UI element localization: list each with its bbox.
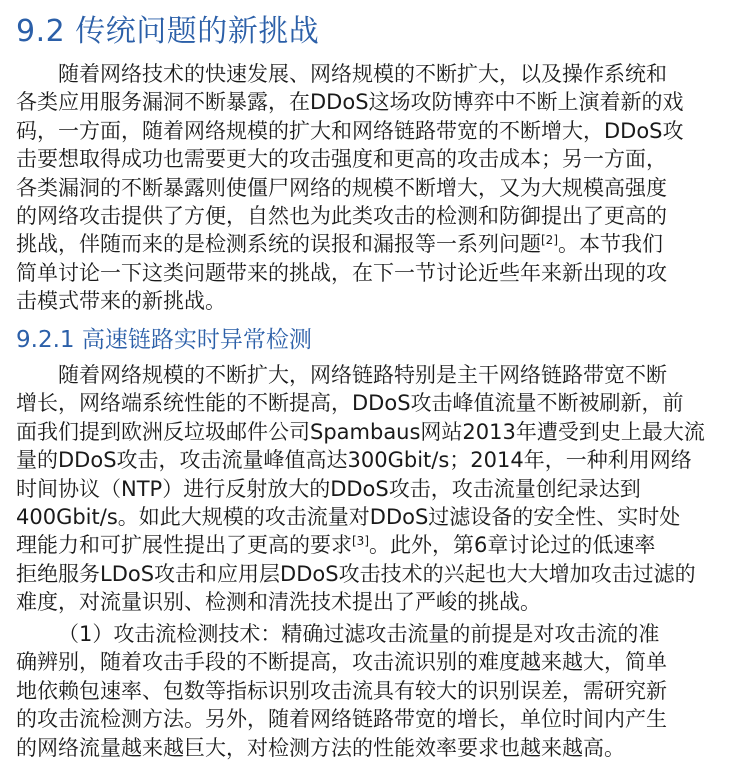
text-line: 各类应用服务漏洞不断暴露，在DDoS这场攻防博弈中不断上演着新的戏 xyxy=(16,90,684,115)
citation-ref-2[interactable]: [2] xyxy=(541,233,558,248)
section-heading: 9.2 传统问题的新挑战 xyxy=(16,14,320,49)
paragraph-attack-flow-detection xyxy=(16,620,736,762)
text-line: 击要想取得成功也需要更大的攻击强度和更高的攻击成本；另一方面， xyxy=(16,147,667,172)
text-line: 的网络攻击提供了方便，自然也为此类攻击的检测和防御提出了更高的 xyxy=(16,203,667,228)
text-line: 面我们提到欧洲反垃圾邮件公司Spambaus网站2013年遭受到史上最大流 xyxy=(16,419,705,444)
text-line: 简单讨论一下这类问题带来的挑战，在下一节讨论近些年来新出现的攻 xyxy=(16,260,667,285)
text-line: 随着网络规模的不断扩大，网络链路特别是主干网络链路带宽不断 xyxy=(58,363,667,387)
text-segment: 。此外，第6章讨论过的低速率 xyxy=(369,533,656,558)
text-line: 量的DDoS攻击，攻击流量峰值高达300Gbit/s；2014年，一种利用网络 xyxy=(16,448,692,473)
text-line: 的网络流量越来越巨大，对检测方法的性能效率要求也越来越高。 xyxy=(16,735,625,760)
text-line: 确辨别，随着攻击手段的不断提高，攻击流识别的难度越来越大，简单 xyxy=(16,650,667,675)
text-line: （1）攻击流检测技术：精确过滤攻击流量的前提是对攻击流的准 xyxy=(58,622,660,646)
text-line: 时间协议（NTP）进行反射放大的DDoS攻击，攻击流量创纪录达到 xyxy=(16,476,641,501)
paragraph-high-speed-link xyxy=(16,361,736,617)
text-line: 随着网络技术的快速发展、网络规模的不断扩大，以及操作系统和 xyxy=(58,62,667,86)
text-line: 的攻击流检测方法。另外，随着网络链路带宽的增长，单位时间内产生 xyxy=(16,707,667,732)
text-segment: 理能力和可扩展性提出了更高的要求 xyxy=(16,533,352,558)
text-segment: 挑战，伴随而来的是检测系统的误报和漏报等一系列问题 xyxy=(16,232,541,257)
text-line: 拒绝服务LDoS攻击和应用层DDoS攻击技术的兴起也大大增加攻击过滤的 xyxy=(16,561,696,586)
text-line: 各类漏洞的不断暴露则使僵尸网络的规模不断增大，又为大规模高强度 xyxy=(16,175,667,200)
paragraph-intro xyxy=(16,60,736,316)
text-line-with-citation xyxy=(16,531,736,559)
subsection-heading: 9.2.1 高速链路实时异常检测 xyxy=(16,327,312,353)
text-line: 增长，网络端系统性能的不断提高，DDoS攻击峰值流量不断被刷新，前 xyxy=(16,391,684,416)
text-line: 击模式带来的新挑战。 xyxy=(16,289,226,314)
text-line-with-citation xyxy=(16,230,736,258)
text-line: 难度，对流量识别、检测和清洗技术提出了严峻的挑战。 xyxy=(16,590,541,615)
text-line: 码，一方面，随着网络规模的扩大和网络链路带宽的不断增大，DDoS攻 xyxy=(16,118,684,143)
citation-ref-3[interactable]: [3] xyxy=(352,534,369,549)
text-segment: 。本节我们 xyxy=(558,232,663,257)
text-line: 400Gbit/s。如此大规模的攻击流量对DDoS过滤设备的安全性、实时处 xyxy=(16,504,681,529)
text-line: 地依赖包速率、包数等指标识别攻击流具有较大的识别误差，需研究新 xyxy=(16,678,667,703)
